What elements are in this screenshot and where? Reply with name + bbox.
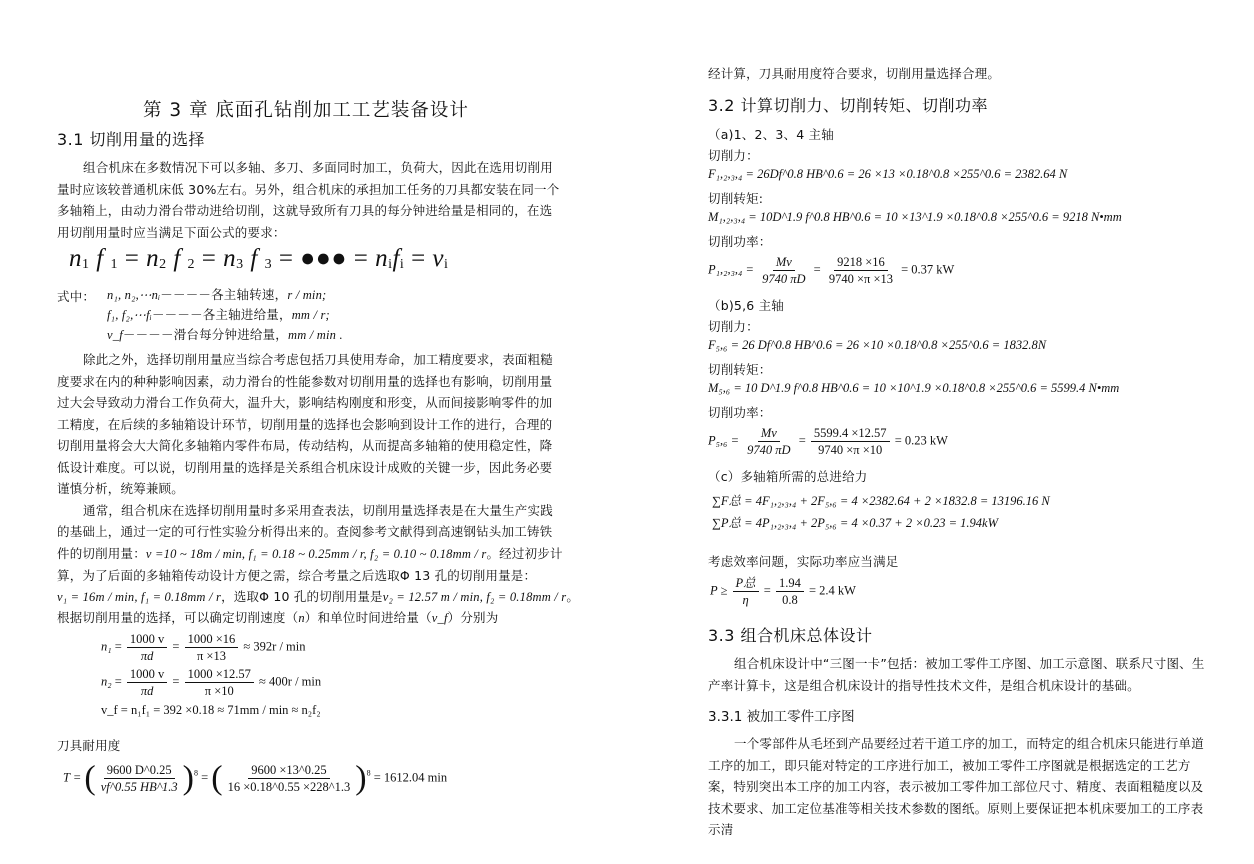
part-c-label: （c）多轴箱所需的总进给力 — [708, 469, 868, 484]
para3-line3: 件的切削用量：v =10 ~ 18m / min, f₁ = 0.18 ~ 0.25mm / r, f₂ = 0.10 ~ 0.18mm / r。经过初步计 — [57, 546, 563, 561]
speed-formula-n2: n₂ = $\frac{1000 v}{\pi d}$ = $\frac{1000 \times 12.57}{\pi \times 10}$ ≈ 400r / min — [101, 667, 322, 698]
part-a-power-label: 切削功率： — [708, 234, 772, 249]
speed-formula-n1: n₁ = $\frac{1000 v}{\pi d}$ = $\frac{1000 \times 16}{\pi \times 13}$ ≈ 392r / min — [101, 632, 306, 663]
continuation-text: 经计算，刀具耐用度符合要求，切削用量选择合理。 — [708, 66, 1001, 81]
section-3-3-heading: 3.3 组合机床总体设计 — [708, 626, 873, 645]
efficiency-label: 考虑效率问题，实际功率应当满足 — [708, 554, 899, 569]
part-a-power-formula: P₁,₂,₃,₄ = $\frac{Mv}{9740 \pi D}$ = $\frac{9218 \times 16}{9740 \times\pi \times 13}$ = 0.37 kW — [708, 255, 955, 286]
where-item-spindle-speed: n₁, n₂,⋯nᵢ－－－－各主轴转速，r / min; — [107, 287, 327, 302]
part-a-label: （a)1、2、3、4 主轴 — [708, 127, 834, 142]
feed-formula: v_f = n₁f₁ = 392 ×0.18 ≈ 71mm / min ≈ n₂f₂ — [101, 703, 321, 717]
para3-line2: 的基础上，通过一定的可行性实验分析得出来的。查阅参考文献得到高速钢钻头加工铸铁 — [57, 524, 553, 539]
part-b-torque-label: 切削转矩： — [708, 362, 772, 377]
sum-power-formula: ∑P总 = 4P₁,₂,₃,₄ + 2P₅,₆ = 4 ×0.37 + 2 ×0.23 = 1.94kW — [712, 516, 999, 530]
sum-force-formula: ∑F总 = 4F₁,₂,₃,₄ + 2F₅,₆ = 4 ×2382.64 + 2 ×1832.8 = 13196.16 N — [712, 494, 1050, 508]
where-item-slide-feed: v_f－－－－滑台每分钟进给量，mm / min . — [107, 327, 343, 342]
part-b-force-formula: F₅,₆ = 26 Df^0.8 HB^0.6 = 26 ×10 ×0.18^0.8 ×255^0.6 = 1832.8N — [708, 338, 1047, 352]
part-a-torque-formula: M₁,₂,₃,₄ = 10D^1.9 f^0.8 HB^0.6 = 10 ×13^1.9 ×0.18^0.8 ×255^0.6 = 9218 N•mm — [708, 210, 1122, 224]
part-b-label: （b)5,6 主轴 — [708, 298, 784, 313]
part-a-force-label: 切削力： — [708, 148, 759, 163]
where-label: 式中： — [57, 289, 96, 304]
part-b-power-label: 切削功率： — [708, 405, 772, 420]
where-item-spindle-feed: f₁, f₂,⋯fᵢ－－－－各主轴进给量，mm / r; — [107, 307, 330, 322]
section-3-3-para1: 组合机床设计中“三图一卡”包括：被加工零件工序图、加工示意图、联系尺寸图、生产率计算卡，这是组合机床设计的指导性技术文件，是组合机床设计的基础。 — [708, 656, 1205, 693]
para3-line4: 算，为了后面的多轴箱传动设计方便之需，综合考量之后选取Φ 13 孔的切削用量是： — [57, 568, 537, 583]
para3-line1: 通常，组合机床在选择切削用量时多采用查表法，切削用量选择表是在大量生产实践 — [83, 503, 553, 518]
part-b-power-formula: P₅,₆ = $\frac{Mv}{9740 \pi D}$ = $\frac{5599.4 \times 12.57}{9740 \times\pi \times 10}$ = 0.23 kW — [708, 426, 948, 457]
section-3-1-para1: 组合机床在多数情况下可以多轴、多刀、多面同时加工，负荷大，因此在选用切削用量时应该较普通机床低 30%左右。另外，组合机床的承担加工任务的刀具都安装在同一个多轴箱上，由动力滑台带动进给切削，这就导致所有刀具的每分钟进给量是相同的，在选用切削用量时应当满足下面公式的要求： — [57, 160, 560, 240]
tool-life-formula: T = ( $\frac{9600 D\^{}0.25}{vf\^{}0.55 HB\^{}1.3}$ )$^8$ = ( $\frac{9600 \times 13\^{}0.25}{16 \times 0.18\^{}0.55 \times 228\^{}1.3}$ )$^8$ = 1612.04 min — [63, 759, 448, 797]
para3-line6: 根据切削用量的选择，可以确定切削速度（n）和单位时间进给量（v_f）分别为 — [57, 610, 499, 625]
part-b-force-label: 切削力： — [708, 319, 759, 334]
main-feed-formula: n1 f 1 = n2 f 2 = n3 f 3 = ●●● = nifi = vi — [69, 245, 449, 272]
part-b-torque-formula: M₅,₆ = 10 D^1.9 f^0.8 HB^0.6 = 10 ×10^1.9 ×0.18^0.8 ×255^0.6 = 5599.4 N•mm — [708, 381, 1120, 395]
section-3-3-1-para: 一个零部件从毛坯到产品要经过若干道工序的加工，而特定的组合机床只能进行单道工序的加工，即只能对特定的工序进行加工，被加工零件工序图就是根据选定的工艺方案，特别突出本工序的加工内容，表示被加工零件加工部位尺寸、精度、表面粗糙度以及技术要求、加工定位基准等相关技术参数的图纸。原则上要保证把本机床要加工的工序表示清 — [708, 736, 1204, 837]
tool-life-label: 刀具耐用度 — [57, 738, 121, 753]
part-a-torque-label: 切削转矩: — [708, 191, 764, 206]
para3-line5: v₁ = 16m / min, f₁ = 0.18mm / r，选取Φ 10 孔的切削用量是v₂ = 12.57 m / min, f₂ = 0.18mm / r。 — [57, 589, 580, 604]
section-3-2-heading: 3.2 计算切削力、切削转矩、切削功率 — [708, 96, 989, 115]
section-3-3-1-heading: 3.3.1 被加工零件工序图 — [708, 709, 855, 725]
section-3-1-heading: 3.1 切削用量的选择 — [57, 130, 206, 149]
chapter-title: 第 3 章 底面孔钻削加工工艺装备设计 — [143, 100, 469, 121]
efficiency-formula: P ≥ $\frac{\text{P总}}{\eta}$ = $\frac{1.94}{0.8}$ = 2.4 kW — [710, 576, 856, 607]
part-a-force-formula: F₁,₂,₃,₄ = 26Df^0.8 HB^0.6 = 26 ×13 ×0.18^0.8 ×255^0.6 = 2382.64 N — [708, 167, 1068, 181]
section-3-1-para2: 除此之外，选择切削用量应当综合考虑包括刀具使用寿命，加工精度要求，表面粗糙度要求在内的种种影响因素，动力滑台的性能参数对切削用量的选择也有影响，切削用量过大会导致动力滑台工作负荷大，温升大，影响结构刚度和形变，从而间接影响零件的加工精度，在后续的多轴箱设计环节，切削用量的选择也会影响到设计工作的进行，合理的切削用量将会大大简化多轴箱内零件布局，传动结构，从而提高多轴箱的使用稳定性，降低设计难度。可以说，切削用量的选择是关系组合机床设计成败的关键一步，因此务必要谨慎分析，统筹兼顾。 — [57, 352, 553, 496]
